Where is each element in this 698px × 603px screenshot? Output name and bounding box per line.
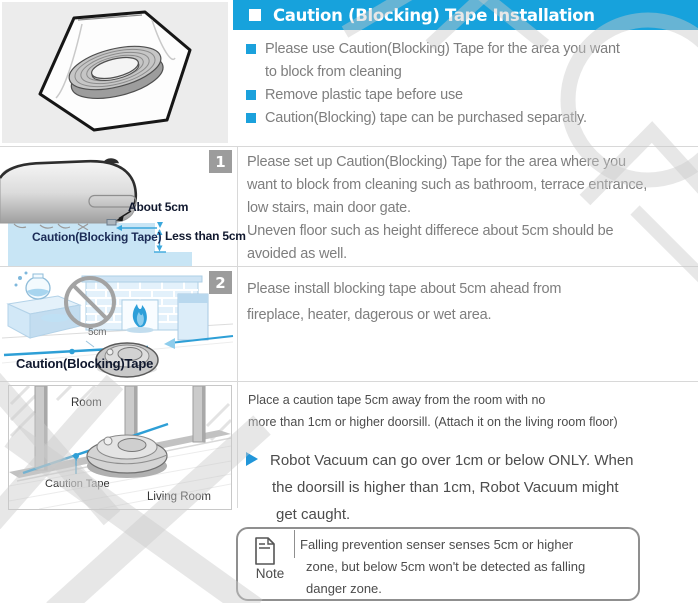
step-2-text: Please install blocking tape about 5cm ahead from fireplace, heater, dagerous or wet area. [247, 281, 562, 323]
tape-package-illustration [2, 2, 228, 143]
note-label: Note [255, 566, 285, 581]
label-5cm: 5cm [88, 327, 107, 338]
step-1-badge: 1 [209, 150, 232, 173]
bullet-item [246, 38, 696, 84]
bullet-text: Remove plastic tape before use [265, 87, 463, 103]
section-header [233, 0, 698, 30]
robot-side-view-icon [0, 148, 235, 266]
divider [0, 266, 698, 267]
label-living-room: Living Room [147, 491, 211, 503]
step-2-illustration [0, 268, 235, 381]
divider [0, 146, 698, 147]
bullet-item [246, 84, 696, 107]
bullet-text: Please use Caution(Blocking) Tape for the area you want [265, 41, 620, 57]
note-document-icon [254, 537, 276, 565]
note-box [236, 527, 640, 601]
bullet-item [246, 107, 696, 130]
intro-bullet-list [246, 38, 696, 130]
note-text: Falling prevention senser senses 5cm or higher zone, but below 5cm won't be detected as falling danger zone. [300, 537, 586, 596]
label-caution-blocking-tape-2: Caution(Blocking)Tape [16, 356, 154, 371]
step-1-illustration [0, 148, 246, 266]
note-divider [294, 530, 295, 558]
bullet-square-icon [246, 90, 256, 100]
step-1-text: Please set up Caution(Blocking) Tape for the area where you want to block from cleaning such as bathroom, terrace entrance, low stairs, main door gate. Uneven floor such as height differece about 5cm should be avoided as well. [247, 154, 648, 262]
bullet-text: to block from cleaning [265, 64, 402, 80]
bullet-square-icon [246, 44, 256, 54]
page-title: Caution (Blocking) Tape Installation [273, 5, 595, 25]
bullet-square-icon [246, 113, 256, 123]
label-caution-blocking-tape: Caution(Blocking Tape) [32, 230, 162, 244]
label-less-than-5cm: Less than 5cm [165, 229, 246, 243]
bullet-text: Caution(Blocking) tape can be purchased separatly. [265, 110, 587, 126]
step-3-illustration [8, 385, 232, 510]
header-square-icon [249, 9, 261, 21]
step-3-callout: Robot Vacuum can go over 1cm or below ONLY. When the doorsill is higher than 1cm, Robot Vacuum might get caught. [246, 447, 634, 528]
callout-arrow-icon [246, 452, 258, 466]
tape-roll-in-bag-icon [2, 2, 228, 143]
divider [0, 381, 698, 382]
step-2-badge: 2 [209, 271, 232, 294]
label-caution-tape: Caution Tape [45, 478, 110, 490]
label-room: Room [71, 397, 102, 409]
label-about-5cm: About 5cm [128, 200, 189, 214]
step-3-text: Place a caution tape 5cm away from the room with no more than 1cm or higher doorsill. (Attach it on the living room floor) [248, 393, 618, 429]
column-divider [237, 146, 238, 508]
